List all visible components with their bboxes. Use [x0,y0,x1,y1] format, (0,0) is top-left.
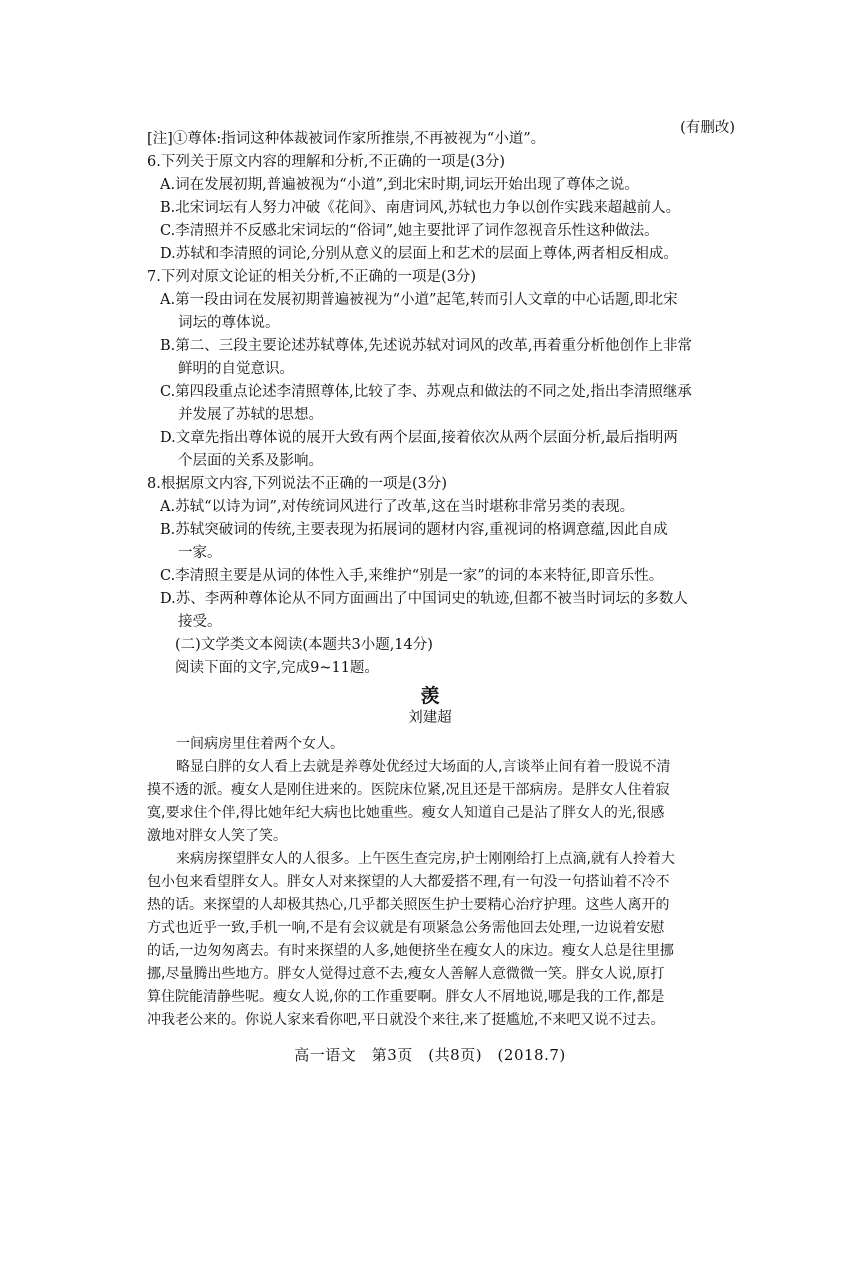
section-instruction: 阅读下面的文字,完成9~11题。 [175,660,379,676]
q8-option-b-cont: 一家。 [178,545,222,561]
q7-option-b-cont: 鲜明的自觉意识。 [178,361,294,377]
q7-option-c: C.第四段重点论述李清照尊体,比较了李、苏观点和做法的不同之处,指出李清照继承 [160,384,692,400]
story-line: 挪,尽量腾出些地方。胖女人觉得过意不去,瘦女人善解人意微微一笑。胖女人说,原打 [147,966,665,982]
q7-option-d: D.文章先指出尊体说的展开大致有两个层面,接着依次从两个层面分析,最后指明两 [160,430,678,446]
q8-option-a: A.苏轼“以诗为词”,对传统词风进行了改革,这在当时堪称非常另类的表现。 [160,499,635,515]
story-line: 包小包来看望胖女人。胖女人对来探望的人大都爱搭不理,有一句没一句搭讪着不冷不 [147,874,670,890]
q7-option-a: A.第一段由词在发展初期普遍被视为“小道”起笔,转而引人文章的中心话题,即北宋 [160,292,678,308]
story-title: 羡 [420,685,440,707]
q6-option-d: D.苏轼和李清照的词论,分别从意义的层面上和艺术的层面上尊体,两者相反相成。 [160,246,678,262]
story-line: 热的话。来探望的人却极其热心,几乎都关照医生护士要精心治疗护理。这些人离开的 [147,897,670,913]
story-line: 激地对胖女人笑了笑。 [147,828,287,844]
q8-option-c: C.李清照主要是从词的体性入手,来维护“别是一家”的词的本来特征,即音乐性。 [160,568,664,584]
story-line: 摸不透的派。瘦女人是刚住进来的。医院床位紧,况且还是干部病房。是胖女人住着寂 [147,782,670,798]
page-footer: 高一语文 第3页 (共8页) (2018.7) [294,1046,566,1064]
q6-option-c: C.李清照并不反感北宋词坛的“俗词”,她主要批评了词作忽视音乐性这种做法。 [160,223,659,239]
section-heading: (二)文学类文本阅读(本题共3小题,14分) [175,637,433,653]
q7-option-d-cont: 个层面的关系及影响。 [178,453,323,469]
q7-option-b: B.第二、三段主要论述苏轼尊体,先述说苏轼对词风的改革,再着重分析他创作上非常 [160,338,692,354]
footnote: [注]①尊体:指词这种体裁被词作家所推崇,不再被视为“小道”。 [147,131,546,147]
q8-option-d-cont: 接受。 [178,614,222,630]
story-paragraph-3: 来病房探望胖女人的人很多。上午医生查完房,护士刚刚给打上点滴,就有人拎着大 [176,851,675,867]
q6-option-b: B.北宋词坛有人努力冲破《花间》、南唐词风,苏轼也力争以创作实践来超越前人。 [160,200,681,216]
question-7-stem: 7.下列对原文论证的相关分析,不正确的一项是(3分) [147,269,476,285]
story-paragraph-1: 一间病房里住着两个女人。 [176,736,344,752]
story-line: 冲我老公来的。你说人家来看你吧,平日就没个来往,来了挺尴尬,不来吧又说不过去。 [147,1012,665,1028]
story-author: 刘建超 [408,710,452,726]
story-line: 算住院能清静些呢。瘦女人说,你的工作重要啊。胖女人不屑地说,哪是我的工作,都是 [147,989,665,1005]
question-8-stem: 8.根据原文内容,下列说法不正确的一项是(3分) [147,476,447,492]
story-line: 方式也近乎一致,手机一响,不是有会议就是有项紧急公务需他回去处理,一边说着安慰 [147,920,665,936]
q8-option-d: D.苏、李两种尊体论从不同方面画出了中国词史的轨迹,但都不被当时词坛的多数人 [160,591,688,607]
revision-note: (有删改) [680,120,735,136]
q8-option-b: B.苏轼突破词的传统,主要表现为拓展词的题材内容,重视词的格调意蕴,因此自成 [160,522,668,538]
q7-option-c-cont: 并发展了苏轼的思想。 [178,407,323,423]
story-line: 寞,要求住个伴,得比她年纪大病也比她重些。瘦女人知道自己是沾了胖女人的光,很感 [147,805,665,821]
q7-option-a-cont: 词坛的尊体说。 [178,315,280,331]
question-6-stem: 6.下列关于原文内容的理解和分析,不正确的一项是(3分) [147,154,505,170]
story-line: 的话,一边匆匆离去。有时来探望的人多,她便挤坐在瘦女人的床边。瘦女人总是往里挪 [147,943,674,959]
q6-option-a: A.词在发展初期,普遍被视为“小道”,到北宋时期,词坛开始出现了尊体之说。 [160,177,639,193]
story-paragraph-2: 略显白胖的女人看上去就是养尊处优经过大场面的人,言谈举止间有着一股说不清 [176,759,671,775]
